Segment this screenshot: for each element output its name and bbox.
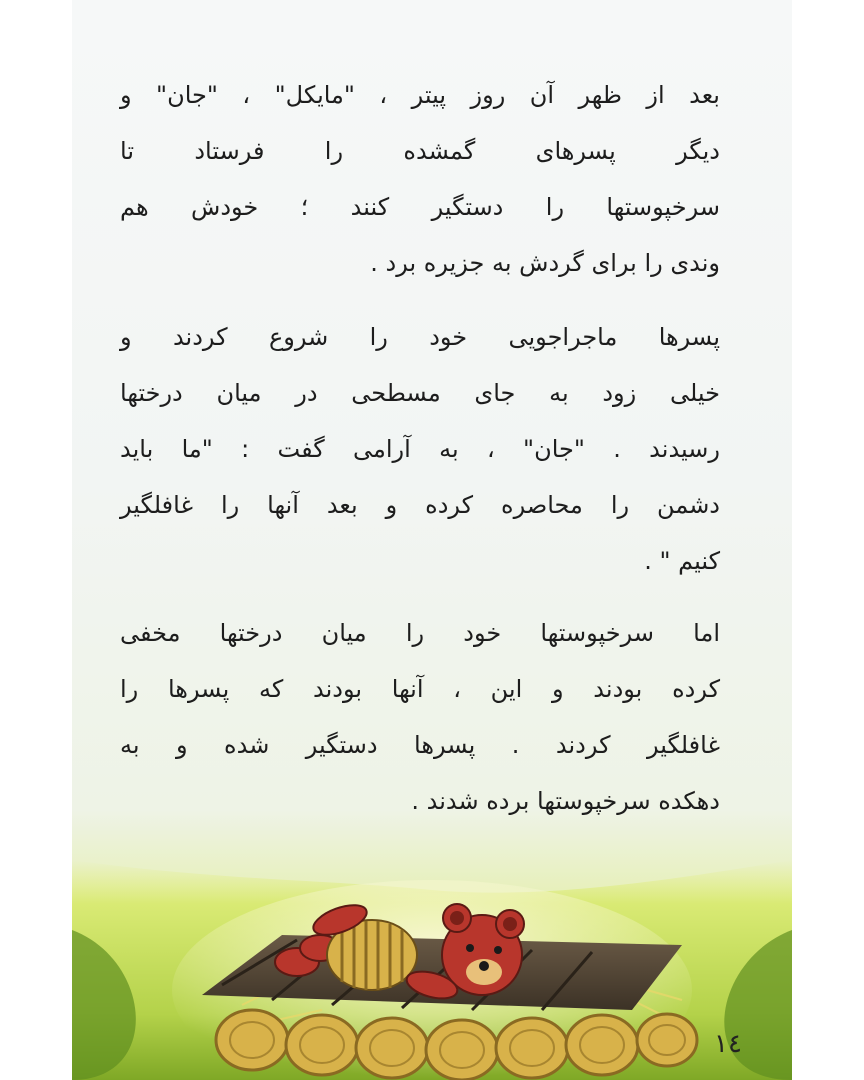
paragraph-1 <box>120 67 720 291</box>
text-line: سرخپوستها را دستگیر کنند ؛ خودش هم <box>120 193 720 221</box>
text-line: وندی را برای گردش به جزیره برد . <box>370 249 720 277</box>
text-line: دیگر پسرهای گمشده را فرستاد تا <box>120 137 720 165</box>
text-line: غافلگیر کردند . پسرها دستگیر شده و به <box>120 731 720 759</box>
text-line: دشمن را محاصره کرده و بعد آنها را غافلگیر <box>120 491 720 519</box>
text-line: کرده بودند و این ، آنها بودند که پسرها را <box>120 675 720 703</box>
text-line: بعد از ظهر آن روز پیتر ، "مایکل" ، "جان" و <box>120 81 720 109</box>
text-line: پسرها ماجراجویی خود را شروع کردند و <box>120 323 720 351</box>
paragraph-2 <box>120 309 720 589</box>
page-number: ١٤ <box>714 1029 742 1059</box>
text-line: اما سرخپوستها خود را میان درختها مخفی <box>120 619 720 647</box>
text-line: رسیدند . "جان" ، به آرامی گفت : "ما باید <box>120 435 720 463</box>
text-line: خیلی زود به جای مسطحی در میان درختها <box>120 379 720 407</box>
text-line: کنیم " . <box>644 547 720 575</box>
paragraph-3 <box>120 605 720 829</box>
text-line: دهکده سرخپوستها برده شدند . <box>411 787 720 815</box>
